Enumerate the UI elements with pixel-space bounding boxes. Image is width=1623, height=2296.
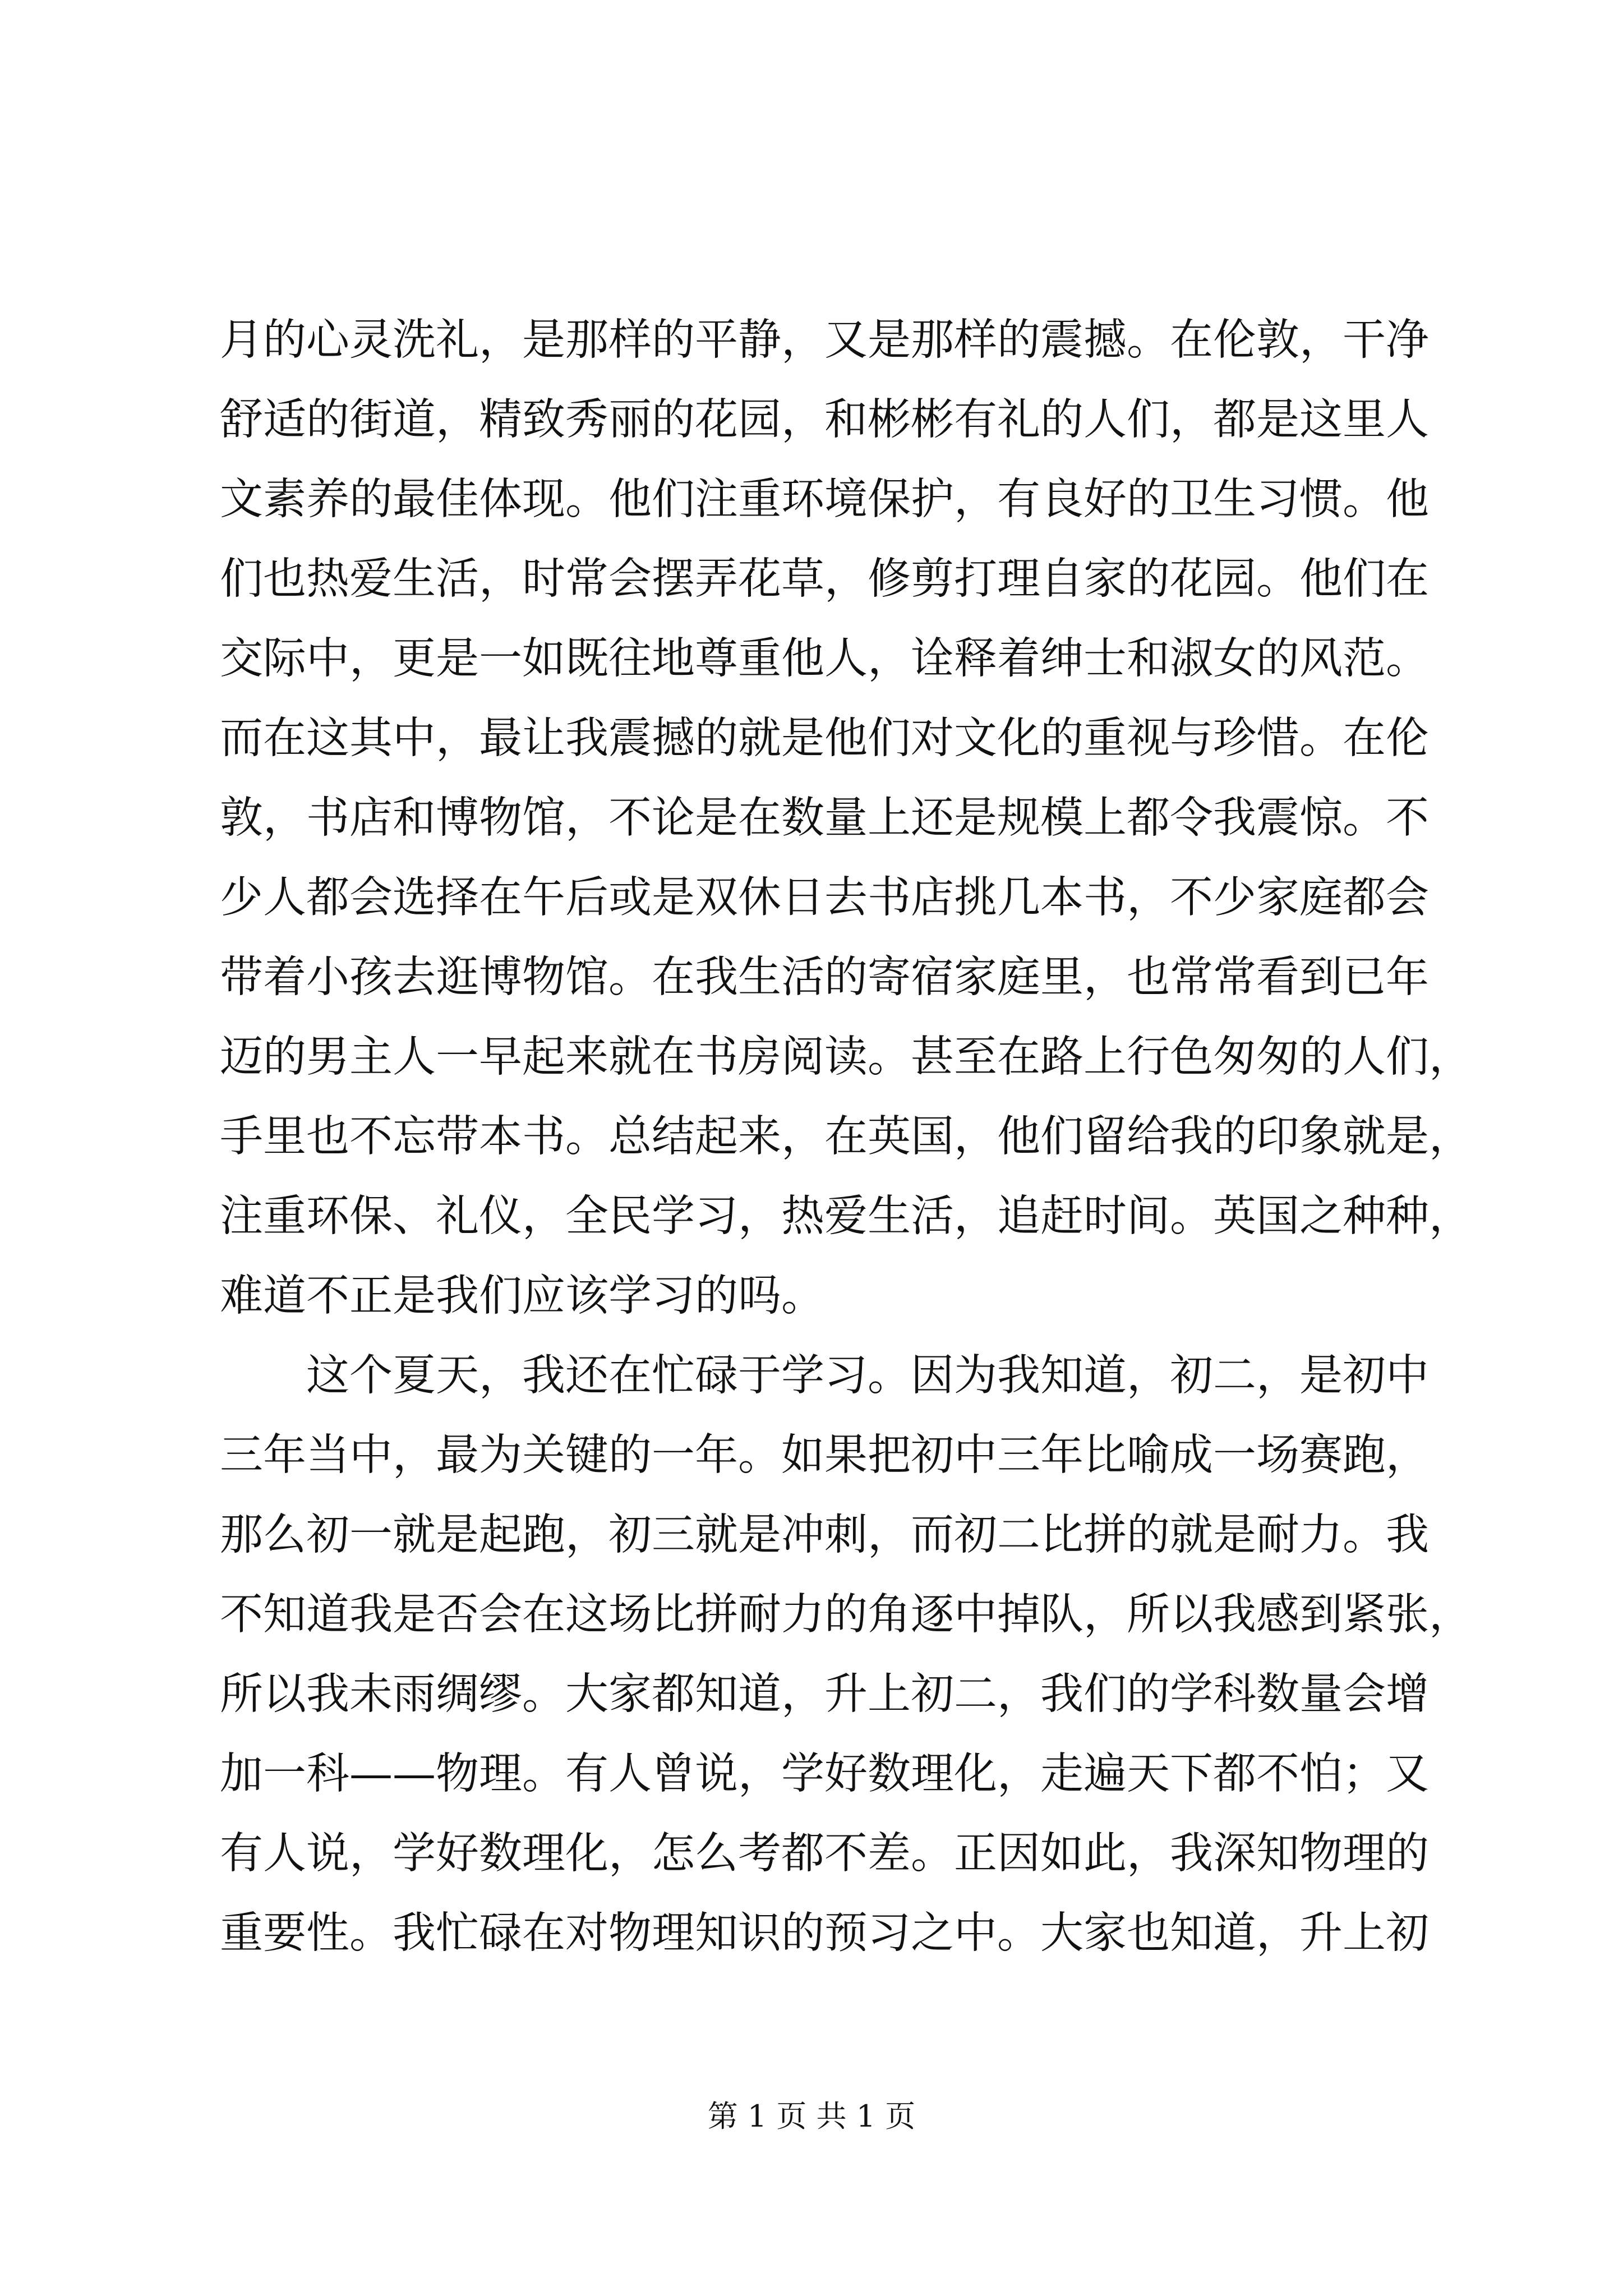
page-number-label: 第 1 页 共 1 页 <box>707 2099 916 2134</box>
text-line: 手里也不忘带本书。总结起来，在英国，他们留给我的印象就是， <box>220 1112 1472 1162</box>
paragraph-2 <box>220 1336 1472 1973</box>
text-line: 带着小孩去逛博物馆。在我生活的寄宿家庭里，也常常看到已年 <box>220 953 1429 1002</box>
text-line: 迈的男主人一早起来就在书房阅读。甚至在路上行色匆匆的人们， <box>220 1032 1472 1082</box>
text-line: 难道不正是我们应该学习的吗。 <box>220 1271 824 1321</box>
text-line: 们也热爱生活，时常会摆弄花草，修剪打理自家的花园。他们在 <box>220 554 1429 604</box>
text-line: 重要性。我忙碌在对物理知识的预习之中。大家也知道，升上初 <box>220 1908 1429 1958</box>
text-line: 注重环保、礼仪，全民学习，热爱生活，追赶时间。英国之种种， <box>220 1191 1472 1241</box>
page-footer <box>0 2097 1623 2136</box>
text-line: 所以我未雨绸缪。大家都知道，升上初二，我们的学科数量会增 <box>220 1669 1429 1719</box>
text-line: 舒适的街道，精致秀丽的花园，和彬彬有礼的人们，都是这里人 <box>220 395 1429 445</box>
text-line: 少人都会选择在午后或是双休日去书店挑几本书，不少家庭都会 <box>220 873 1429 923</box>
text-line: 不知道我是否会在这场比拼耐力的角逐中掉队，所以我感到紧张， <box>220 1590 1472 1640</box>
paragraph-1 <box>220 301 1472 1336</box>
text-line: 文素养的最佳体现。他们注重环境保护，有良好的卫生习惯。他 <box>220 475 1429 524</box>
text-line: 而在这其中，最让我震撼的就是他们对文化的重视与珍惜。在伦 <box>220 714 1429 763</box>
body-text <box>220 301 1472 1973</box>
text-line: 有人说，学好数理化，怎么考都不差。正因如此，我深知物理的 <box>220 1829 1429 1879</box>
text-line: 敦，书店和博物馆，不论是在数量上还是规模上都令我震惊。不 <box>220 793 1429 843</box>
text-line: 交际中，更是一如既往地尊重他人，诠释着绅士和淑女的风范。 <box>220 634 1429 684</box>
text-line: 那么初一就是起跑，初三就是冲刺，而初二比拼的就是耐力。我 <box>220 1510 1429 1560</box>
text-line: 月的心灵洗礼，是那样的平静，又是那样的震撼。在伦敦，干净 <box>220 315 1429 365</box>
text-line: 这个夏天，我还在忙碌于学习。因为我知道，初二，是初中 <box>306 1351 1429 1401</box>
text-line: 加一科——物理。有人曾说，学好数理化，走遍天下都不怕；又 <box>220 1749 1429 1799</box>
text-line: 三年当中，最为关键的一年。如果把初中三年比喻成一场赛跑， <box>220 1430 1429 1480</box>
